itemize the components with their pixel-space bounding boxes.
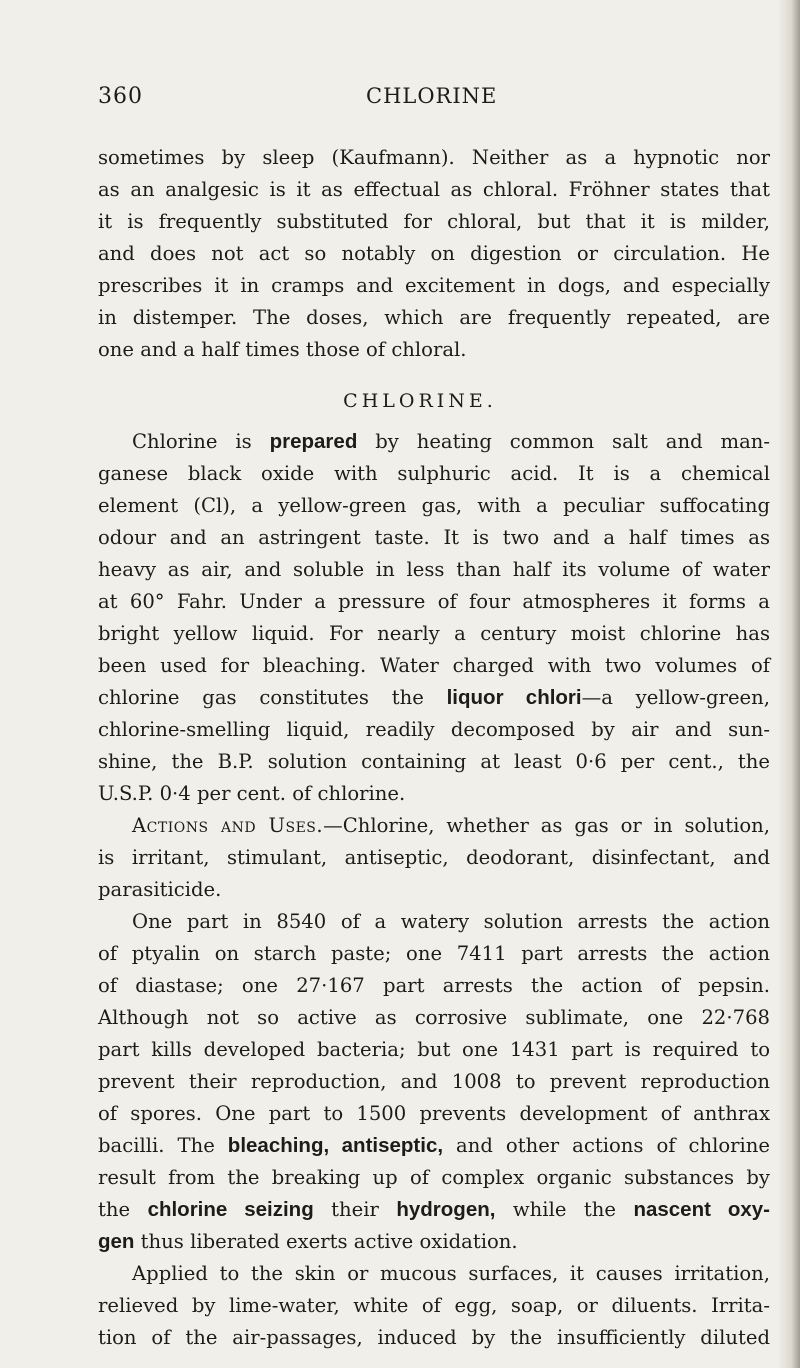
text-run: chlorine gas constitutes the bbox=[98, 686, 447, 709]
chlorine-section-body bbox=[98, 426, 770, 1354]
text-line: U.S.P. 0·4 per cent. of chlorine. bbox=[98, 782, 406, 805]
text-run: by heating common salt and man- bbox=[357, 430, 770, 453]
keyword-prepared: prepared bbox=[269, 430, 358, 453]
text-line: is irritant, stimulant, antiseptic, deodorant, disinfectant, and bbox=[98, 846, 770, 869]
text-line: ganese black oxide with sulphuric acid. It is a chemical bbox=[98, 462, 770, 485]
text-line: as an analgesic is it as effectual as chloral. Fröhner states that bbox=[98, 178, 770, 201]
text-line: Although not so active as corrosive sublimate, one 22·768 bbox=[98, 1006, 770, 1029]
text-run: —a yellow-green, bbox=[581, 686, 770, 709]
page-header bbox=[98, 84, 713, 114]
text-line: odour and an astringent taste. It is two and a half times as bbox=[98, 526, 770, 549]
text-line: Applied to the skin or mucous surfaces, it causes irritation, bbox=[132, 1262, 770, 1285]
keyword-nascent-oxygen: nascent oxy- bbox=[633, 1198, 770, 1221]
text-run: while the bbox=[495, 1198, 634, 1221]
text-run: their bbox=[313, 1198, 397, 1221]
text-line bbox=[98, 810, 770, 842]
text-line: prescribes it in cramps and excitement in dogs, and especially bbox=[98, 274, 770, 297]
text-line: part kills developed bacteria; but one 1431 part is required to bbox=[98, 1038, 770, 1061]
text-line: and does not act so notably on digestion or circulation. He bbox=[98, 242, 770, 265]
text-line: it is frequently substituted for chloral, but that it is milder, bbox=[98, 210, 770, 233]
keyword-bleaching-antiseptic: bleaching, antiseptic, bbox=[227, 1134, 444, 1157]
text-run: the bbox=[98, 1198, 148, 1221]
text-line bbox=[98, 1130, 770, 1162]
text-run: bacilli. The bbox=[98, 1134, 228, 1157]
text-line: in distemper. The doses, which are frequently repeated, are bbox=[98, 306, 770, 329]
page-number: 360 bbox=[98, 84, 143, 109]
text-line bbox=[98, 1194, 770, 1226]
text-line bbox=[98, 1226, 770, 1258]
text-line bbox=[98, 682, 770, 714]
text-line: relieved by lime-water, white of egg, soap, or diluents. Irrita- bbox=[98, 1294, 770, 1317]
text-line: One part in 8540 of a watery solution arrests the action bbox=[132, 910, 770, 933]
running-head: CHLORINE bbox=[366, 84, 498, 108]
text-line: bright yellow liquid. For nearly a century moist chlorine has bbox=[98, 622, 770, 645]
text-line: tion of the air-passages, induced by the insufficiently diluted bbox=[98, 1326, 770, 1349]
text-line: element (Cl), a yellow-green gas, with a peculiar suffocating bbox=[98, 494, 770, 517]
section-title: CHLORINE. bbox=[343, 390, 497, 412]
text-line: of diastase; one 27·167 part arrests the action of pepsin. bbox=[98, 974, 770, 997]
text-line: prevent their reproduction, and 1008 to prevent reproduction bbox=[98, 1070, 770, 1093]
keyword-hydrogen: hydrogen, bbox=[396, 1198, 496, 1221]
text-run: Chlorine is bbox=[132, 430, 270, 453]
keyword-liquor-chlori: liquor chlori bbox=[446, 686, 582, 709]
text-line: one and a half times those of chloral. bbox=[98, 338, 467, 361]
text-line: at 60° Fahr. Under a pressure of four atmospheres it forms a bbox=[98, 590, 770, 613]
text-line: of ptyalin on starch paste; one 7411 part arrests the action bbox=[98, 942, 770, 965]
text-run: thus liberated exerts active oxidation. bbox=[134, 1230, 518, 1253]
text-run: and other actions of chlorine bbox=[443, 1134, 770, 1157]
text-line: sometimes by sleep (Kaufmann). Neither as a hypnotic nor bbox=[98, 146, 770, 169]
text-line: result from the breaking up of complex organic substances by bbox=[98, 1166, 770, 1189]
text-run: —Chlorine, whether as gas or in solution, bbox=[323, 814, 771, 837]
page-edge-shadow bbox=[778, 0, 800, 1368]
text-line: heavy as air, and soluble in less than half its volume of water bbox=[98, 558, 770, 581]
text-line: of spores. One part to 1500 prevents development of anthrax bbox=[98, 1102, 770, 1125]
text-line: parasiticide. bbox=[98, 878, 222, 901]
subheading-actions-and-uses: Actions and Uses. bbox=[132, 814, 324, 837]
keyword-gen: gen bbox=[98, 1230, 135, 1253]
keyword-chlorine-seizing: chlorine seizing bbox=[147, 1198, 314, 1221]
text-line: been used for bleaching. Water charged with two volumes of bbox=[98, 654, 770, 677]
text-line: chlorine-smelling liquid, readily decomposed by air and sun- bbox=[98, 718, 770, 741]
text-line: shine, the B.P. solution containing at least 0·6 per cent., the bbox=[98, 750, 770, 773]
text-line bbox=[98, 426, 770, 458]
chloral-paragraph-continuation bbox=[98, 142, 770, 366]
